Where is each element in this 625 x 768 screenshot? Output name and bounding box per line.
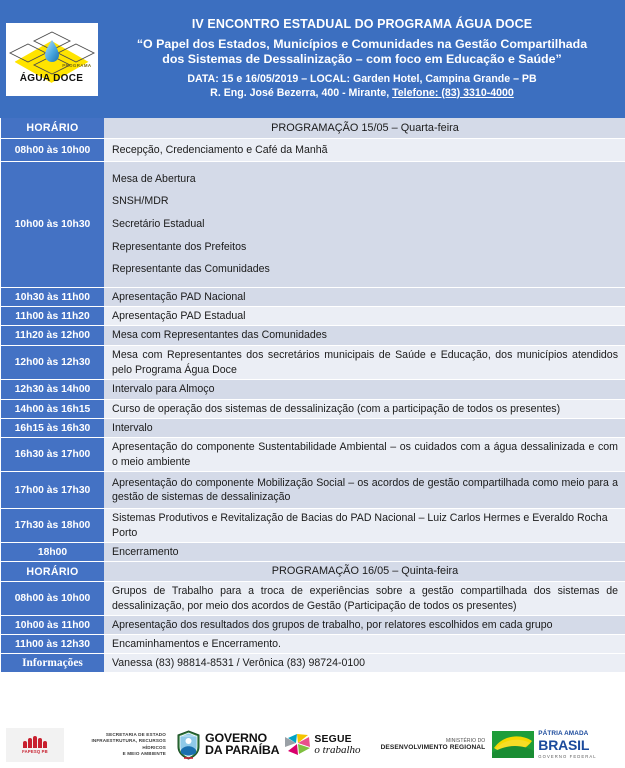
secretaria-line-2: INFRAESTRUTURA, RECURSOS HÍDRICOS [91,738,166,750]
row-description: Mesa com Representantes dos secretários municipais de Saúde e Educação, dos municípios atendidos pelo Programa Água Doce [104,346,625,380]
table-row [1,472,625,509]
table-row [1,419,625,438]
table-row [1,380,625,400]
brasil-line-2: BRASIL [538,736,590,753]
fapesq-logo [6,728,70,762]
row-time: 14h00 às 16h15 [1,400,104,419]
row-time: 10h00 às 10h30 [1,162,104,288]
row-time: 12h30 às 14h00 [1,380,104,400]
row-time: 08h00 às 10h00 [1,582,104,616]
row-time: 08h00 às 10h00 [1,139,104,162]
list-item: Representante dos Prefeitos [112,240,247,253]
list-item: Mesa de Abertura [112,172,196,185]
table-row-contact-info [1,654,625,673]
event-subtitle [137,37,587,68]
row-time: 16h15 às 16h30 [1,419,104,438]
fapesq-mark [6,728,64,762]
row-description: Intervalo para Almoço [104,380,625,400]
day1-header-label: PROGRAMAÇÃO 15/05 – Quarta-feira [104,118,625,139]
event-subtitle-line1: “O Papel dos Estados, Municípios e Comunidades na Gestão Compartilhada [136,36,588,51]
contact-info-label: Informações [1,654,104,673]
row-time: 10h00 às 11h00 [1,616,104,635]
table-row [1,346,625,380]
event-date-location: DATA: 15 e 16/05/2019 – LOCAL: Garden Hotel, Campina Grande – PB [187,72,537,85]
row-description: Recepção, Credenciamento e Café da Manhã [104,139,625,162]
row-description: Curso de operação dos sistemas de dessalinização (com a participação de todos os presentes) [104,400,625,419]
event-subtitle-line2: dos Sistemas de Dessalinização – com foco em Educação e Saúde” [162,52,562,66]
row-time: 18h00 [1,543,104,562]
water-drop-icon [44,40,59,62]
row-time: 17h00 às 17h30 [1,472,104,509]
row-time: 11h00 às 11h20 [1,307,104,326]
governo-line-2: DA PARAÍBA [205,742,280,757]
table-row [1,400,625,419]
row-description: Mesa com Representantes das Comunidades [104,326,625,346]
ministerio-line-1: MINISTÉRIO DO [445,737,486,744]
row-description: Sistemas Produtivos e Revitalização de Bacias do PAD Nacional – Luiz Carlos Hermes e Everaldo Rocha Porto [104,509,625,543]
people-figures-icon [23,735,47,748]
governo-line-1: GOVERNO [205,730,267,745]
governo-paraiba-text [205,730,280,757]
day2-header-label: PROGRAMAÇÃO 16/05 – Quinta-feira [104,562,625,582]
table-row [1,139,625,162]
row-time: 12h00 às 12h30 [1,346,104,380]
row-time: 17h30 às 18h00 [1,509,104,543]
table-row [1,438,625,472]
logo-programa-text: PROGRAMA [62,62,92,68]
list-item: SNSH/MDR [112,195,169,208]
row-description-list [104,162,625,288]
row-description: Apresentação do componente Sustentabilidade Ambiental – os cuidados com a água dessalinizada e com o meio ambiente [104,438,625,472]
row-description: Apresentação PAD Estadual [104,307,625,326]
row-time: 16h30 às 17h00 [1,438,104,472]
list-item: Representante das Comunidades [112,263,270,276]
row-description: Grupos de Trabalho para a troca de experiências sobre a gestão compartilhada dos sistemas de dessalinização, por meio dos acordos de Gestão (Participação de todos os presentes) [104,582,625,616]
segue-pinwheel-icon [285,734,310,756]
event-address [210,86,514,100]
ministerio-line-2: DESENVOLVIMENTO REGIONAL [380,743,486,751]
segue-line-2: o trabalho [314,743,361,756]
table-row [1,635,625,654]
segue-o-trabalho-text [314,734,360,756]
secretaria-line-3: E MEIO AMBIENTE [122,750,166,756]
table-row [1,307,625,326]
table-row [1,616,625,635]
table-row-opening-session [1,162,625,288]
row-time: 10h30 às 11h00 [1,288,104,307]
segue-line-1: SEGUE [314,733,352,745]
event-address-street: R. Eng. José Bezerra, 400 - Mirante, [210,86,393,99]
agua-doce-logo [6,23,98,96]
brasil-flag-icon [492,731,534,758]
table-header-row-day1 [1,118,625,139]
time-column-header: HORÁRIO [1,562,104,582]
agua-doce-logo-cell [0,0,103,118]
contact-info-value: Vanessa (83) 98814-8531 / Verônica (83) 98724-0100 [104,654,625,673]
footer-logo-bar [0,721,625,768]
secretaria-estado-logo-text [70,732,166,757]
table-row [1,288,625,307]
brasil-line-3: GOVERNO FEDERAL [538,753,597,759]
logo-agua-doce-text: ÁGUA DOCE [19,72,84,84]
paraiba-coat-of-arms-icon [175,730,202,760]
row-time: 11h00 às 12h30 [1,635,104,654]
time-column-header: HORÁRIO [1,118,104,139]
list-item: Secretário Estadual [112,217,205,230]
row-description: Apresentação PAD Nacional [104,288,625,307]
secretaria-line-1: SECRETARIA DE ESTADO [105,732,166,738]
patria-amada-brasil-text [538,729,596,761]
schedule-table [0,118,625,721]
event-title: IV ENCONTRO ESTADUAL DO PROGRAMA ÁGUA DOCE [191,16,533,31]
table-row [1,326,625,346]
table-row [1,543,625,562]
header-text-block [103,0,625,118]
event-phone-label: Telefone: [392,86,439,99]
brasil-line-1: PÁTRIA AMADA [538,729,589,737]
table-row [1,509,625,543]
row-description: Apresentação dos resultados dos grupos de trabalho, por relatores escolhidos em cada grupo [104,616,625,635]
poster-header [0,0,625,118]
row-description: Encaminhamentos e Encerramento. [104,635,625,654]
row-description: Apresentação do componente Mobilização Social – os acordos de gestão compartilhada como meio para a gestão de sistemas de dessalinização [104,472,625,509]
row-time: 11h20 às 12h00 [1,326,104,346]
event-phone-number: (83) 3310-4000 [438,86,514,99]
row-description: Intervalo [104,419,625,438]
row-description: Encerramento [104,543,625,562]
fapesq-label: FAPESQ PB [22,749,48,754]
table-row [1,582,625,616]
ministerio-desenvolvimento-text [381,738,486,751]
table-header-row-day2 [1,562,625,582]
